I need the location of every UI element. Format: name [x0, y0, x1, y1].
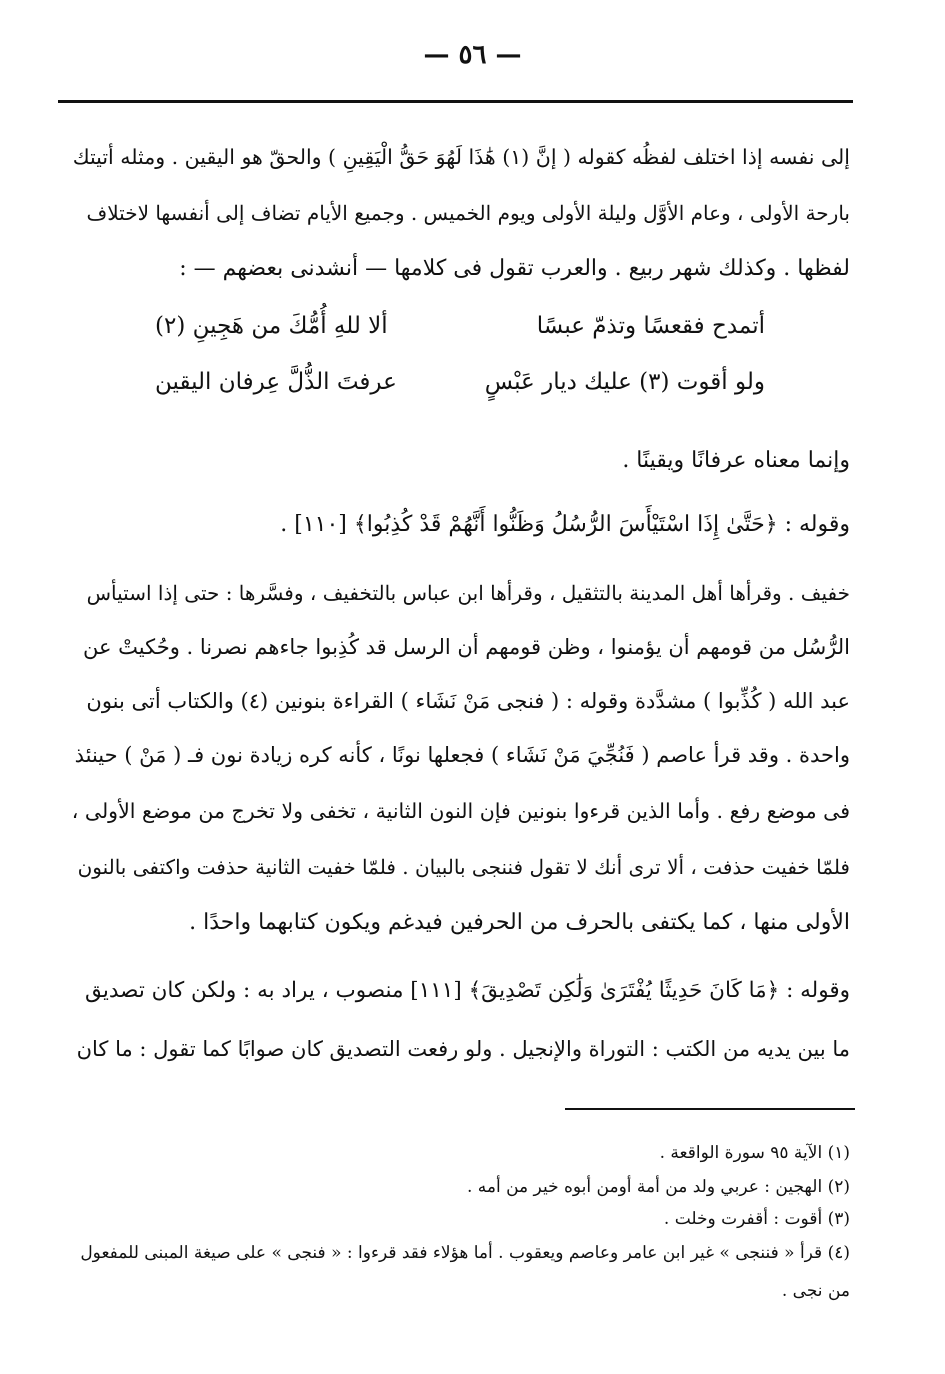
page-number: — ٥٦ — — [423, 40, 522, 70]
body-line-3: لفظها . وكذلك شهر ربيع . والعرب تقول فى كلامها — أنشدنى بعضهم — : — [179, 256, 850, 281]
commentary-111-line-1: وقوله : ﴿مَا كَانَ حَدِيثًا يُفْتَرَىٰ وَلَٰكِن تَصْدِيقَ﴾ [١١١] منصوب ، يراد به : ولكن كان تصديق — [84, 978, 850, 1003]
commentary-110-line-1: خفيف . وقرأها أهل المدينة بالتثقيل ، وقرأها ابن عباس بالتخفيف ، وفسَّرها : حتى إذا استيأس — [86, 581, 850, 605]
after-verse-line: وإنما معناه عرفانًا ويقينًا . — [622, 448, 850, 473]
verse-1-first-hemistich: أتمدح فقعسًا وتذمّ عبسًا — [536, 313, 765, 339]
verse-2-first-hemistich: ولو أقوت (٣) عليك ديار عَبْسٍ — [484, 369, 765, 395]
commentary-111-line-2: ما بين يديه من الكتب : التوراة والإنجيل . ولو رفعت التصديق كان صوابًا كما تقول : ما كان — [76, 1037, 850, 1061]
footnote-rule — [565, 1108, 855, 1110]
commentary-110-line-5: فى موضع رفع . وأما الذين قرءوا بنونين فإن النون الثانية ، تخفى ولا تخرج من موضع الأولى ، — [71, 799, 850, 823]
commentary-110-line-2: الرُّسُل من قومهم أن يؤمنوا ، وظن قومهم أن الرسل قد كُذِبوا جاءهم نصرنا . وحُكيتْ عن — [82, 635, 850, 659]
footnote-4: (٤) قرأ « فننجى » غير ابن عامر وعاصم ويعقوب . أما هؤلاء فقد قرءوا : « فنجى » على صيغة المبنى للمفعول — [80, 1243, 850, 1263]
footnote-1: (١) الآية ٩٥ سورة الواقعة . — [659, 1143, 850, 1163]
footnote-4-continued: من نجى . — [781, 1281, 850, 1301]
footnote-3: (٣) أقوت : أقفرت وخلت . — [663, 1209, 850, 1229]
body-line-1: إلى نفسه إذا اختلف لفظُه كقوله ( إنَّ (١) هَٰذَا لَهُوَ حَقُّ الْيَقِينِ ) والحقّ هو اليقين . ومثله أتيتك — [72, 145, 850, 169]
footnote-2: (٢) الهجين : عربي ولد من أمة أومن أبوه خير من أمه . — [466, 1177, 850, 1197]
commentary-110-line-4: واحدة . وقد قرأ عاصم ( فَنُجِّيَ مَنْ نَشَاء ) فجعلها نونًا ، كأنه كره زيادة نون فـ ( مَنْ ) حينئذ — [74, 743, 850, 767]
verse-110-quote: وقوله : ﴿حَتَّىٰ إِذَا اسْتَيْأَسَ الرُّسُلُ وَظَنُّوا أَنَّهُمْ قَدْ كُذِبُوا﴾ [١١٠] . — [280, 512, 850, 537]
verse-1-second-hemistich: ألا للهِ أُمُّكَ من هَجِينِ (٢) — [155, 313, 388, 339]
commentary-110-line-6: فلمّا خفيت حذفت ، ألا ترى أنك لا تقول فننجى بالبيان . فلمّا خفيت الثانية حذفت واكتفى بالنون — [77, 855, 850, 879]
verse-2-second-hemistich: عرفتَ الذُّلَّ عِرفان اليقين — [155, 369, 397, 395]
header-rule — [58, 100, 853, 103]
body-line-2: بارحة الأولى ، وعام الأوَّل وليلة الأولى ويوم الخميس . وجميع الأيام تضاف إلى أنفسها لاختلاف — [86, 201, 850, 225]
commentary-110-line-7: الأولى منها ، كما يكتفى بالحرف من الحرفين فيدغم ويكون كتابهما واحدًا . — [189, 910, 850, 935]
commentary-110-line-3: عبد الله ( كُذِّبوا ) مشدَّدة وقوله : ( فنجى مَنْ نَشَاء ) القراءة بنونين (٤) والكتاب أتى بنون — [86, 689, 850, 713]
